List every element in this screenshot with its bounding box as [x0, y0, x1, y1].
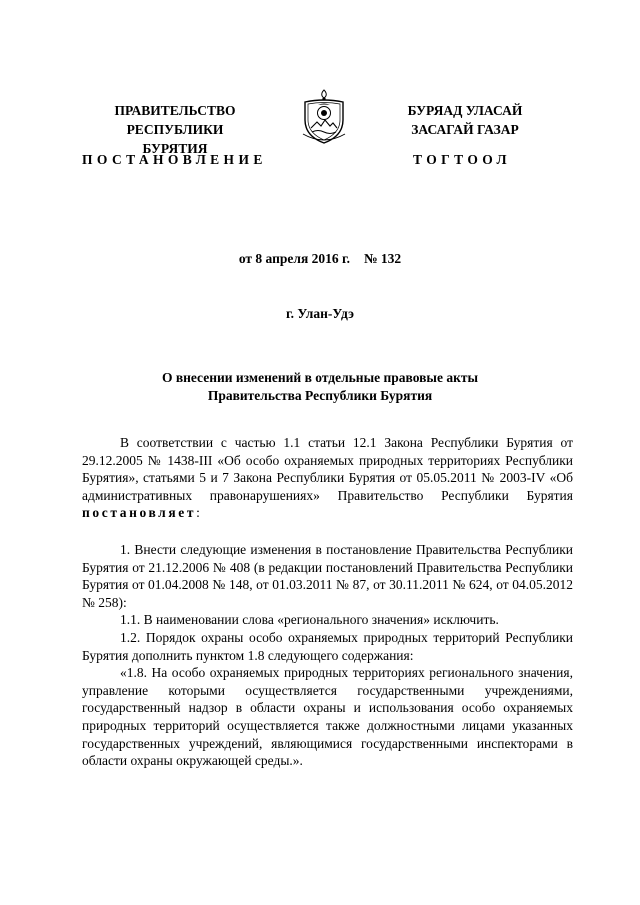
item-1-8-quote: «1.8. На особо охраняемых природных территориях регионального значения, управление которыми осуществляется государственными учреждениями, государственный надзор в области охраны и использования особо охраняемых природных территорий осуществляется также должностными лицами указанных государственных учреждений, являющимися государственными инспекторами в области охраны окружающей среды.».: [82, 665, 573, 769]
issuer-bua: [385, 101, 545, 139]
document-date: от 8 апреля 2016 г.: [238, 251, 350, 266]
issuer-ru-line1: ПРАВИТЕЛЬСТВО: [114, 103, 236, 118]
item-1-1: 1.1. В наименовании слова «регионального значения» исключить.: [120, 612, 499, 628]
issuer-ru: [95, 101, 255, 158]
issuer-ru-line2: РЕСПУБЛИКИ БУРЯТИЯ: [126, 122, 224, 156]
preamble-emphasis: постановляет: [82, 505, 197, 521]
document-date-number: [0, 251, 640, 267]
doc-type-ru: ПОСТАНОВЛЕНИЕ: [82, 152, 267, 167]
document-title-line1: О внесении изменений в отдельные правовые акты: [161, 370, 479, 385]
item-1-2: 1.2. Порядок охраны особо охраняемых природных территорий Республики Бурятия дополнить пунктом 1.8 следующего содержания:: [82, 629, 573, 663]
document-title-line2: Правительства Республики Бурятия: [207, 388, 433, 403]
document-number: № 132: [363, 251, 402, 266]
doc-type-bua: ТОГТООЛ: [413, 152, 511, 167]
preamble-paragraph: [82, 434, 573, 522]
issuer-bua-line2: ЗАСАГАЙ ГАЗАР: [411, 122, 519, 137]
preamble-tail: :: [196, 505, 200, 521]
document-title: [0, 369, 640, 405]
issuer-bua-line1: БУРЯАД УЛАСАЙ: [407, 103, 523, 118]
coat-of-arms-icon: [299, 88, 349, 146]
document-city: г. Улан-Удэ: [286, 306, 354, 321]
amendments-section: [82, 541, 573, 770]
item-1: 1. Внести следующие изменения в постановление Правительства Республики Бурятия от 21.12.2006 № 408 (в редакции постановлений Правительства Республики Бурятия от 01.04.2008 № 148, от 01.03.2011 № 87, от 30.11.2011 № 624, от 04.05.2012 № 258):: [82, 542, 573, 610]
preamble-text: В соответствии с частью 1.1 статьи 12.1 Закона Республики Бурятия от 29.12.2005 № 1438-III «Об особо охраняемых природных территориях Республики Бурятия», статьями 5 и 7 Закона Республики Бурятия от 05.05.2011 № 2003-IV «Об административных правонарушениях» Правительство Республики Бурятия: [82, 435, 573, 503]
